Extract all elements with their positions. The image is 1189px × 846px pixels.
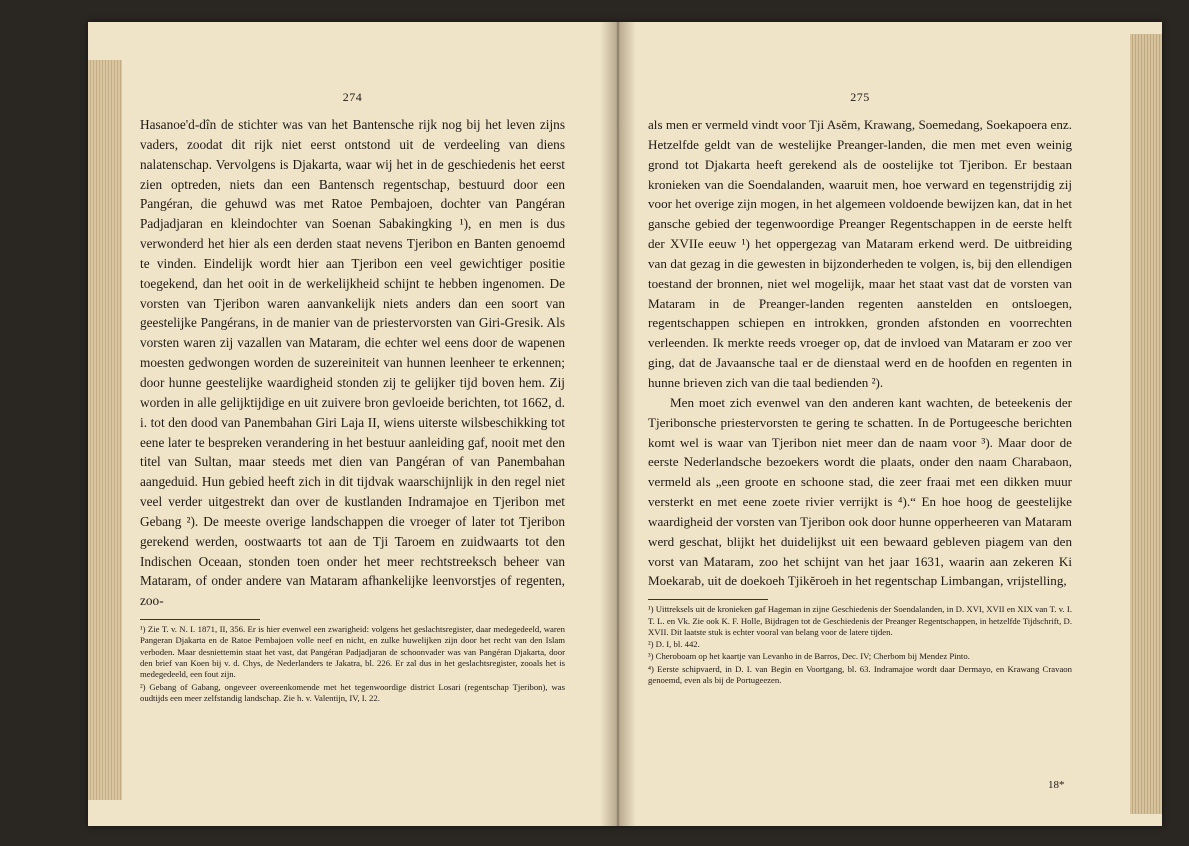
- footnote: ²) Gebang of Gabang, ongeveer overeenkomende met het tegenwoordige district Losari (regentschap Tjeribon), was oudtijds een meer zelfstandig landschap. Zie h. v. Valentijn, IV, I. 22.: [140, 681, 565, 703]
- page-number-right: 275: [850, 90, 870, 104]
- footnote: ⁴) Eerste schipvaerd, in D. I. van Begin en Voortgang, bl. 63. Indramajoe wordt daar Dermayo, en Krawang Cravaon genoemd, even als bij de Portugeezen.: [648, 663, 1072, 686]
- page-edges-right: [1130, 34, 1162, 814]
- left-body-text: [140, 115, 565, 611]
- footnote: ¹) Uittreksels uit de kronieken gaf Hageman in zijne Geschiedenis der Soendalanden, in D. XVI, XVII en XIX van T. v. I. T. L. en Vk. Zie ook K. F. Holle, Bijdragen tot de Geschiedenis der Preanger Regentschappen, in hetzelfde Tijdschrift, D. XVII. Dit laatste stuk is echter vooral van belang voor de latere tijden.: [648, 604, 1072, 637]
- footnote-rule: [140, 619, 260, 620]
- right-page: [648, 90, 1072, 686]
- footnote: ³) Cheroboam op het kaartje van Levanho in de Barros, Dec. IV; Cherbom bij Mendez Pinto.: [648, 651, 970, 662]
- footnote: ¹) Zie T. v. N. I. 1871, II, 356. Er is hier evenwel een zwarigheid: volgens het geslachtsregister, daar medegedeeld, waren Pangeran Djakarta en de Ratoe Pembajoen volle neef en nicht, en zulke huwelijken zijn door het recht van den Islam verboden. Maar desniettemin staat het vast, dat Pangéran Padjadjaran de schoonvader was van Pangéran Djakarta, door den brief van Koen bij v. d. Chys, de Nederlanders te Jakatra, bl. 226. Er zal dus in het geslachtsregister, zooals het is medegedeeld, een fout zijn.: [140, 624, 565, 680]
- footnote-rule: [648, 599, 768, 600]
- footnote: ²) D. I, bl. 442.: [648, 639, 700, 650]
- left-page: [140, 90, 565, 704]
- page-edges-left: [88, 60, 122, 800]
- book-gutter: [600, 22, 636, 826]
- signature-mark: 18*: [1048, 779, 1065, 791]
- page-number-left: 274: [342, 90, 363, 104]
- right-body-text: [648, 115, 1072, 591]
- left-footnotes: [140, 624, 565, 704]
- right-footnotes: [648, 604, 1072, 686]
- left-paragraph: Hasanoe'd-dîn de stichter was van het Bantensche rijk nog bij het leven zijns vaders, zoodat dit rijk niet eerst ontstond uit de verdeeling van diens nalatenschap. Vervolgens is Djakarta, waar wij het in de geschiedenis het eerst zien optreden, niets dan een Bantensch regentschap, bestuurd door een Pangéran, die gehuwd was met Ratoe Pembajoen, dochter van Pangéran Padjadjaran en kleindochter van Soenan Sabakingking ¹), en men is dus verwonderd het hier als een derden staat nevens Tjeribon en Banten genoemd te vinden. Eindelijk wordt hier aan Tjeribon een veel gewichtiger positie toegekend, dan het ooit in de werkelijkheid schijnt te hebben ingenomen. De vorsten van Tjeribon waren aanvankelijk niets anders dan een soort van geestelijke Pangérans, in de manier van de priestervorsten van Giri-Gresik. Als vorsten waren zij vazallen van Mataram, die echter wel eens door de wapenen moesten gedwongen worden de suzereiniteit van hunnen leenheer te erkennen; door hunne geestelijke waardigheid stonden zij te gelijker tijd boven hem. Zij worden in alle gelijktijdige en uit zuivere bron gevloeide berichten, tot 1662, d. i. tot den dood van Panembahan Giri Laja II, wiens uiterste wilsbeschikking tot eene later te bespreken verandering in het bestuur aanleiding gaf, nooit met den titel van Sultan, maar steeds met dien van Pangéran of van Panembahan aangeduid. Hun gebied heeft zich in dit tijdvak waarschijnlijk in den regel niet veel verder uitgestrekt dan over de kustlanden Indramajoe en Tjeribon met Gebang ²). De meeste overige landschappen die vroeger of later tot Tjeribon gerekend werden, oostwaarts tot aan de Tji Taroem en zuidwaarts tot den Indischen Oceaan, stonden toen onder het meer rechtstreeksch beheer van Mataram, of onder andere van Mataram afhankelijke leenvorstjes of regenten, zoo-: [140, 117, 565, 609]
- right-paragraph: Men moet zich evenwel van den anderen kant wachten, de beteekenis der Tjeribonsche priestervorsten te gering te schatten. In de Portugeesche berichten komt wel is waar van Tjeribon niet meer dan de naam voor ³). Maar door de eerste Nederlandsche bezoekers wordt die plaats, onder den naam Charabaon, vermeld als „een groote en schoone stad, die zeer fraai met een dikken muur versterkt en met eene zoete rivier verrijkt is ⁴).“ En hoe hoog de geestelijke waardigheid der vorsten van Tjeribon ook door hunne opperheeren van Mataram werd geschat, blijkt het duidelijkst uit een bewaard gebleven piagem van den vorst van Mataram, zoo het schijnt van het jaar 1631, waarin aan zekeren Ki Moekarab, uit de doekoeh Tjikĕroeh in het regentschap Limbangan, vrijstelling,: [648, 394, 1072, 589]
- right-paragraph: als men er vermeld vindt voor Tji Asĕm, Krawang, Soemedang, Soekapoera enz. Hetzelfde geldt van de westelijke Preanger-landen, die men met even weinig grond tot Djakarta heeft gerekend als de oostelijke tot Tjeribon. Er bestaan kronieken van die Soendalanden, waaruit men, hoe verward en tegenstrijdig zij voor het overige zijn mogen, in het algemeen voldoende bewijzen kan, dat in het gansche gebied der tegenwoordige Preanger Regentschappen in de eerste helft der XVIIe eeuw ¹) het oppergezag van Mataram erkend werd. De uitbreiding van dat gezag in die gewesten in bijzonderheden te volgen, is, bij den ellendigen toestand der bronnen, niet wel mogelijk, maar het staat vast dat de vorsten van Mataram in de Preanger-landen regenten aanstelden en ontsloegen, regentschappen schiepen en introkken, gronden afstonden en voorrechten verleenden. Ik merkte reeds vroeger op, dat de invloed van Mataram er zoo ver ging, dat de Javaansche taal er de dienstaal werd en de hoofden en regenten in hunne brieven zich van die taal bedienden ²).: [648, 117, 1072, 390]
